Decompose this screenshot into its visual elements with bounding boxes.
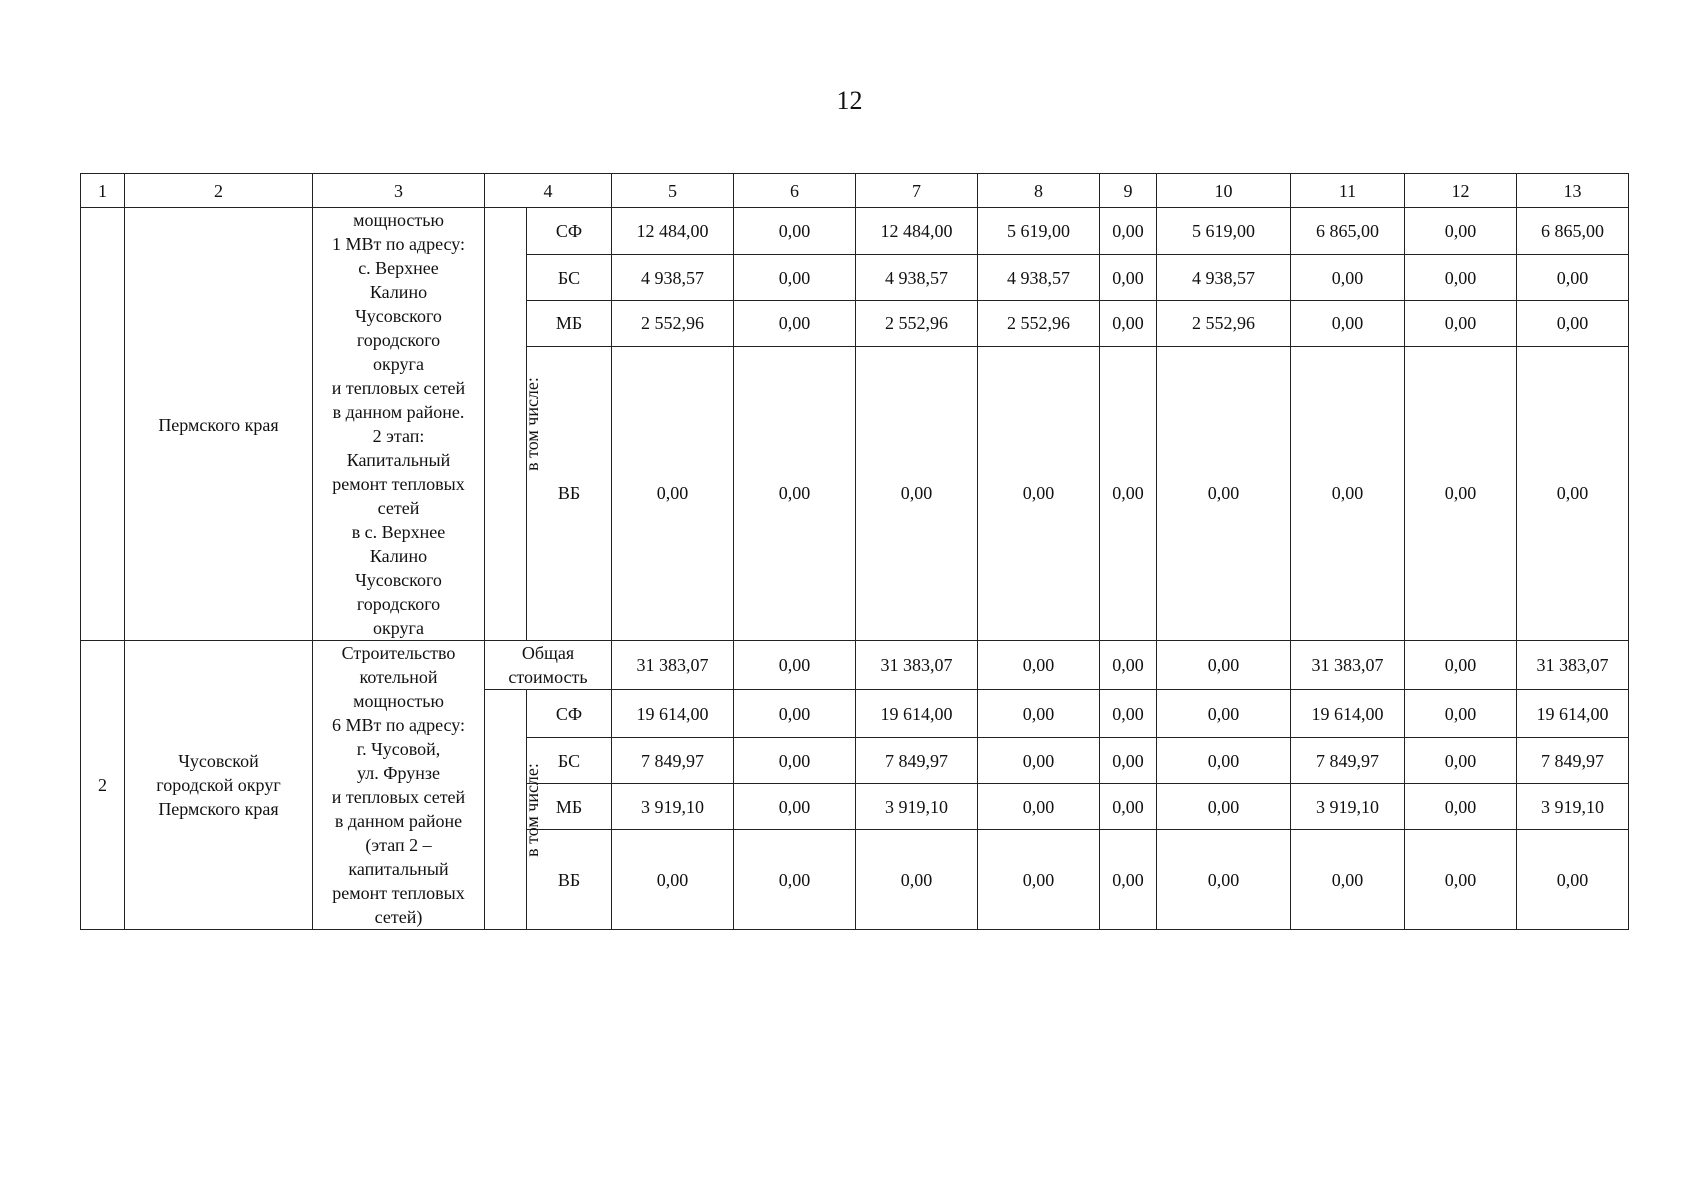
value-cell: 0,00 bbox=[1291, 830, 1405, 930]
value-cell: 0,00 bbox=[1405, 346, 1517, 640]
value-cell: 12 484,00 bbox=[612, 208, 734, 255]
value-cell: 0,00 bbox=[1100, 255, 1157, 301]
header-col-7: 7 bbox=[856, 174, 978, 208]
value-cell: 0,00 bbox=[978, 346, 1100, 640]
value-cell: 19 614,00 bbox=[1291, 690, 1405, 738]
table-row bbox=[81, 208, 1629, 255]
header-col-10: 10 bbox=[1157, 174, 1291, 208]
source-label: БС bbox=[527, 738, 612, 784]
value-cell: 0,00 bbox=[856, 830, 978, 930]
value-cell: 31 383,07 bbox=[856, 641, 978, 690]
value-cell: 0,00 bbox=[734, 346, 856, 640]
including-label-text: в том числе: bbox=[521, 377, 542, 471]
value-cell: 0,00 bbox=[1157, 830, 1291, 930]
total-cost-text: Общая стоимость bbox=[508, 643, 588, 687]
including-label bbox=[485, 208, 542, 641]
value-cell: 0,00 bbox=[1291, 346, 1405, 640]
value-cell: 2 552,96 bbox=[1157, 301, 1291, 347]
value-cell: 31 383,07 bbox=[1291, 641, 1405, 690]
value-cell: 0,00 bbox=[1157, 784, 1291, 830]
header-row bbox=[81, 174, 1629, 208]
value-cell: 0,00 bbox=[734, 738, 856, 784]
source-label: МБ bbox=[527, 784, 612, 830]
value-cell: 0,00 bbox=[1405, 784, 1517, 830]
value-cell: 0,00 bbox=[1405, 690, 1517, 738]
value-cell: 0,00 bbox=[734, 208, 856, 255]
value-cell: 19 614,00 bbox=[1517, 690, 1629, 738]
value-cell: 0,00 bbox=[1100, 690, 1157, 738]
value-cell: 0,00 bbox=[1100, 641, 1157, 690]
region-text: Чусовской городской округ Пермского края bbox=[156, 751, 281, 819]
header-col-12: 12 bbox=[1405, 174, 1517, 208]
value-cell: 5 619,00 bbox=[978, 208, 1100, 255]
region-cell: Пермского края bbox=[125, 208, 313, 641]
including-label bbox=[485, 690, 542, 930]
value-cell: 0,00 bbox=[978, 738, 1100, 784]
value-cell: 0,00 bbox=[1405, 830, 1517, 930]
value-cell: 0,00 bbox=[1100, 208, 1157, 255]
description-text: мощностью 1 МВт по адресу: с. Верхнее Калино Чусовского городского округа и тепловых сетей в данном районе. 2 этап: Капитальный ремонт тепловых сетей в с. Верхнее Калино Чусовского городского округа bbox=[331, 210, 466, 638]
value-cell: 19 614,00 bbox=[612, 690, 734, 738]
value-cell: 0,00 bbox=[1100, 346, 1157, 640]
value-cell: 4 938,57 bbox=[978, 255, 1100, 301]
value-cell: 7 849,97 bbox=[612, 738, 734, 784]
value-cell: 0,00 bbox=[734, 784, 856, 830]
value-cell: 0,00 bbox=[734, 255, 856, 301]
value-cell: 0,00 bbox=[1405, 738, 1517, 784]
header-col-6: 6 bbox=[734, 174, 856, 208]
value-cell: 0,00 bbox=[1405, 255, 1517, 301]
including-label-text: в том числе: bbox=[521, 762, 542, 857]
value-cell: 12 484,00 bbox=[856, 208, 978, 255]
value-cell: 0,00 bbox=[1405, 301, 1517, 347]
value-cell: 0,00 bbox=[1100, 784, 1157, 830]
header-col-8: 8 bbox=[978, 174, 1100, 208]
header-col-2: 2 bbox=[125, 174, 313, 208]
value-cell: 0,00 bbox=[856, 346, 978, 640]
value-cell: 0,00 bbox=[1157, 690, 1291, 738]
value-cell: 0,00 bbox=[1517, 301, 1629, 347]
source-label: МБ bbox=[527, 301, 612, 347]
total-cost-label bbox=[485, 641, 612, 690]
value-cell: 2 552,96 bbox=[978, 301, 1100, 347]
value-cell: 5 619,00 bbox=[1157, 208, 1291, 255]
value-cell: 0,00 bbox=[1517, 830, 1629, 930]
value-cell: 0,00 bbox=[1291, 255, 1405, 301]
value-cell: 0,00 bbox=[978, 784, 1100, 830]
source-label: БС bbox=[527, 255, 612, 301]
page-number: 12 bbox=[836, 86, 863, 115]
header-col-4: 4 bbox=[485, 174, 612, 208]
value-cell: 6 865,00 bbox=[1517, 208, 1629, 255]
value-cell: 2 552,96 bbox=[856, 301, 978, 347]
value-cell: 3 919,10 bbox=[1517, 784, 1629, 830]
value-cell: 0,00 bbox=[978, 690, 1100, 738]
value-cell: 0,00 bbox=[734, 301, 856, 347]
header-col-1: 1 bbox=[81, 174, 125, 208]
row-number: 2 bbox=[81, 641, 125, 930]
value-cell: 31 383,07 bbox=[1517, 641, 1629, 690]
region-cell bbox=[125, 641, 313, 930]
value-cell: 0,00 bbox=[612, 346, 734, 640]
value-cell: 0,00 bbox=[1405, 208, 1517, 255]
value-cell: 2 552,96 bbox=[612, 301, 734, 347]
value-cell: 3 919,10 bbox=[1291, 784, 1405, 830]
description-cell bbox=[313, 641, 485, 930]
value-cell: 0,00 bbox=[978, 641, 1100, 690]
value-cell: 7 849,97 bbox=[1291, 738, 1405, 784]
value-cell: 3 919,10 bbox=[612, 784, 734, 830]
header-col-3: 3 bbox=[313, 174, 485, 208]
value-cell: 4 938,57 bbox=[856, 255, 978, 301]
value-cell: 0,00 bbox=[1100, 301, 1157, 347]
value-cell: 0,00 bbox=[1291, 301, 1405, 347]
source-label: ВБ bbox=[527, 346, 612, 640]
value-cell: 19 614,00 bbox=[856, 690, 978, 738]
value-cell: 0,00 bbox=[734, 641, 856, 690]
funding-table bbox=[80, 173, 1629, 930]
value-cell: 0,00 bbox=[1100, 830, 1157, 930]
value-cell: 6 865,00 bbox=[1291, 208, 1405, 255]
header-col-9: 9 bbox=[1100, 174, 1157, 208]
value-cell: 0,00 bbox=[1100, 738, 1157, 784]
source-label: СФ bbox=[527, 690, 612, 738]
value-cell: 0,00 bbox=[1517, 255, 1629, 301]
source-label: ВБ bbox=[527, 830, 612, 930]
value-cell: 31 383,07 bbox=[612, 641, 734, 690]
value-cell: 0,00 bbox=[1405, 641, 1517, 690]
description-cell bbox=[313, 208, 485, 641]
row-number bbox=[81, 208, 125, 641]
value-cell: 0,00 bbox=[612, 830, 734, 930]
table-row bbox=[81, 641, 1629, 690]
value-cell: 0,00 bbox=[734, 830, 856, 930]
source-label: СФ bbox=[527, 208, 612, 255]
value-cell: 4 938,57 bbox=[1157, 255, 1291, 301]
header-col-11: 11 bbox=[1291, 174, 1405, 208]
value-cell: 0,00 bbox=[734, 690, 856, 738]
value-cell: 0,00 bbox=[1157, 738, 1291, 784]
value-cell: 3 919,10 bbox=[856, 784, 978, 830]
value-cell: 0,00 bbox=[1157, 641, 1291, 690]
value-cell: 4 938,57 bbox=[612, 255, 734, 301]
value-cell: 7 849,97 bbox=[1517, 738, 1629, 784]
value-cell: 7 849,97 bbox=[856, 738, 978, 784]
header-col-5: 5 bbox=[612, 174, 734, 208]
header-col-13: 13 bbox=[1517, 174, 1629, 208]
value-cell: 0,00 bbox=[1517, 346, 1629, 640]
value-cell: 0,00 bbox=[1157, 346, 1291, 640]
value-cell: 0,00 bbox=[978, 830, 1100, 930]
description-text: Строительство котельной мощностью 6 МВт по адресу: г. Чусовой, ул. Фрунзе и тепловых сетей в данном районе (этап 2 – капитальный ремонт тепловых сетей) bbox=[331, 643, 466, 927]
